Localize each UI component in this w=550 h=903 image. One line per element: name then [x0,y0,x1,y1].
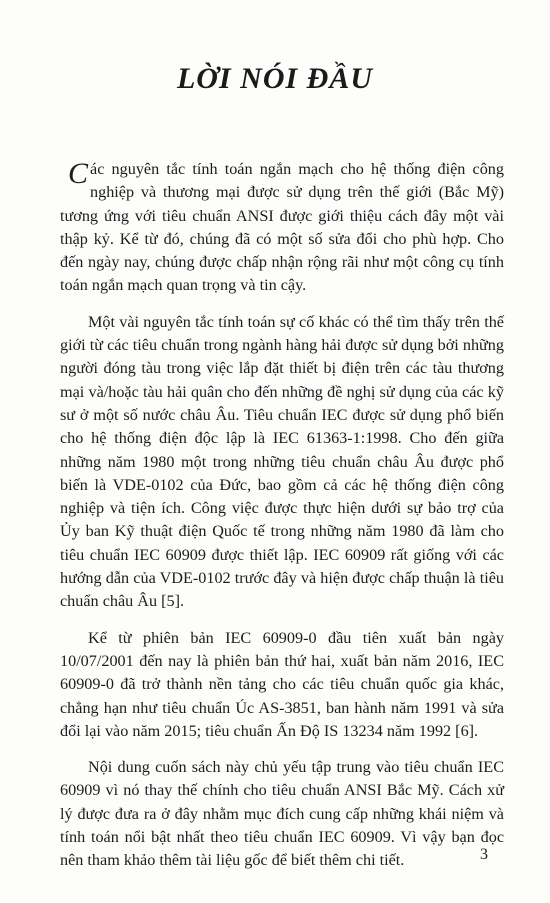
preface-body [60,158,504,886]
paragraph-1 [60,158,504,298]
drop-cap-letter: C [68,157,89,190]
page-number: 3 [480,846,488,863]
page-title: LỜI NÓI ĐẦU [176,62,373,95]
paragraph-2: Một vài nguyên tắc tính toán sự cố khác có thể tìm thấy trên thế giới từ các tiêu chuẩn trong ngành hàng hải được sử dụng bởi những người đóng tàu trong việc lắp đặt thiết bị điện trên các tàu thương mại và/hoặc tàu hải quân cho đến những đề nghị sử dụng của các kỹ sư ở một số nước châu Âu. Tiêu chuẩn IEC được sử dụng phổ biến cho hệ thống điện độc lập là IEC 61363-1:1998. Cho đến giữa những năm 1980 một trong những tiêu chuẩn châu Âu được phổ biến là VDE-0102 của Đức, bao gồm cả các hệ thống điện công nghiệp và tiện ích. Công việc được thực hiện dưới sự bảo trợ của Ủy ban Kỹ thuật điện Quốc tế trong những năm 1980 đã làm cho tiêu chuẩn IEC 60909 được thiết lập. IEC 60909 rất giống với các hướng dẫn của VDE-0102 trước đây và hiện được chấp thuận là tiêu chuẩn châu Âu [5]. [60,312,504,611]
paragraph-4: Nội dung cuốn sách này chủ yếu tập trung vào tiêu chuẩn IEC 60909 vì nó thay thế chính cho tiêu chuẩn ANSI Bắc Mỹ. Cách xử lý được đưa ra ở đây nhằm mục đích cung cấp những khái niệm và tính toán nổi bật nhất theo tiêu chuẩn IEC 60909. Vì vậy bạn đọc nên tham khảo thêm tài liệu gốc để biết thêm chi tiết. [60,758,504,870]
paragraph-1-text: ác nguyên tắc tính toán ngắn mạch cho hệ thống điện công nghiệp và thương mại được sử dụng trên thế giới (Bắc Mỹ) tương ứng với tiêu chuẩn ANSI được giới thiệu cách đây một vài thập kỷ. Kể từ đó, chúng đã có một số sửa đổi cho phù hợp. Cho đến ngày nay, chúng được chấp nhận rộng rãi như một công cụ tính toán ngắn mạch quan trọng và tin cậy. [60,160,504,295]
paragraph-3: Kể từ phiên bản IEC 60909-0 đầu tiên xuất bản ngày 10/07/2001 đến nay là phiên bản thứ hai, xuất bản năm 2016, IEC 60909-0 đã trở thành nền tảng cho các tiêu chuẩn quốc gia khác, chẳng hạn như tiêu chuẩn Úc AS-3851, ban hành năm 1991 và sửa đổi lại vào năm 2015; tiêu chuẩn Ấn Độ IS 13234 năm 1992 [6]. [60,628,504,740]
